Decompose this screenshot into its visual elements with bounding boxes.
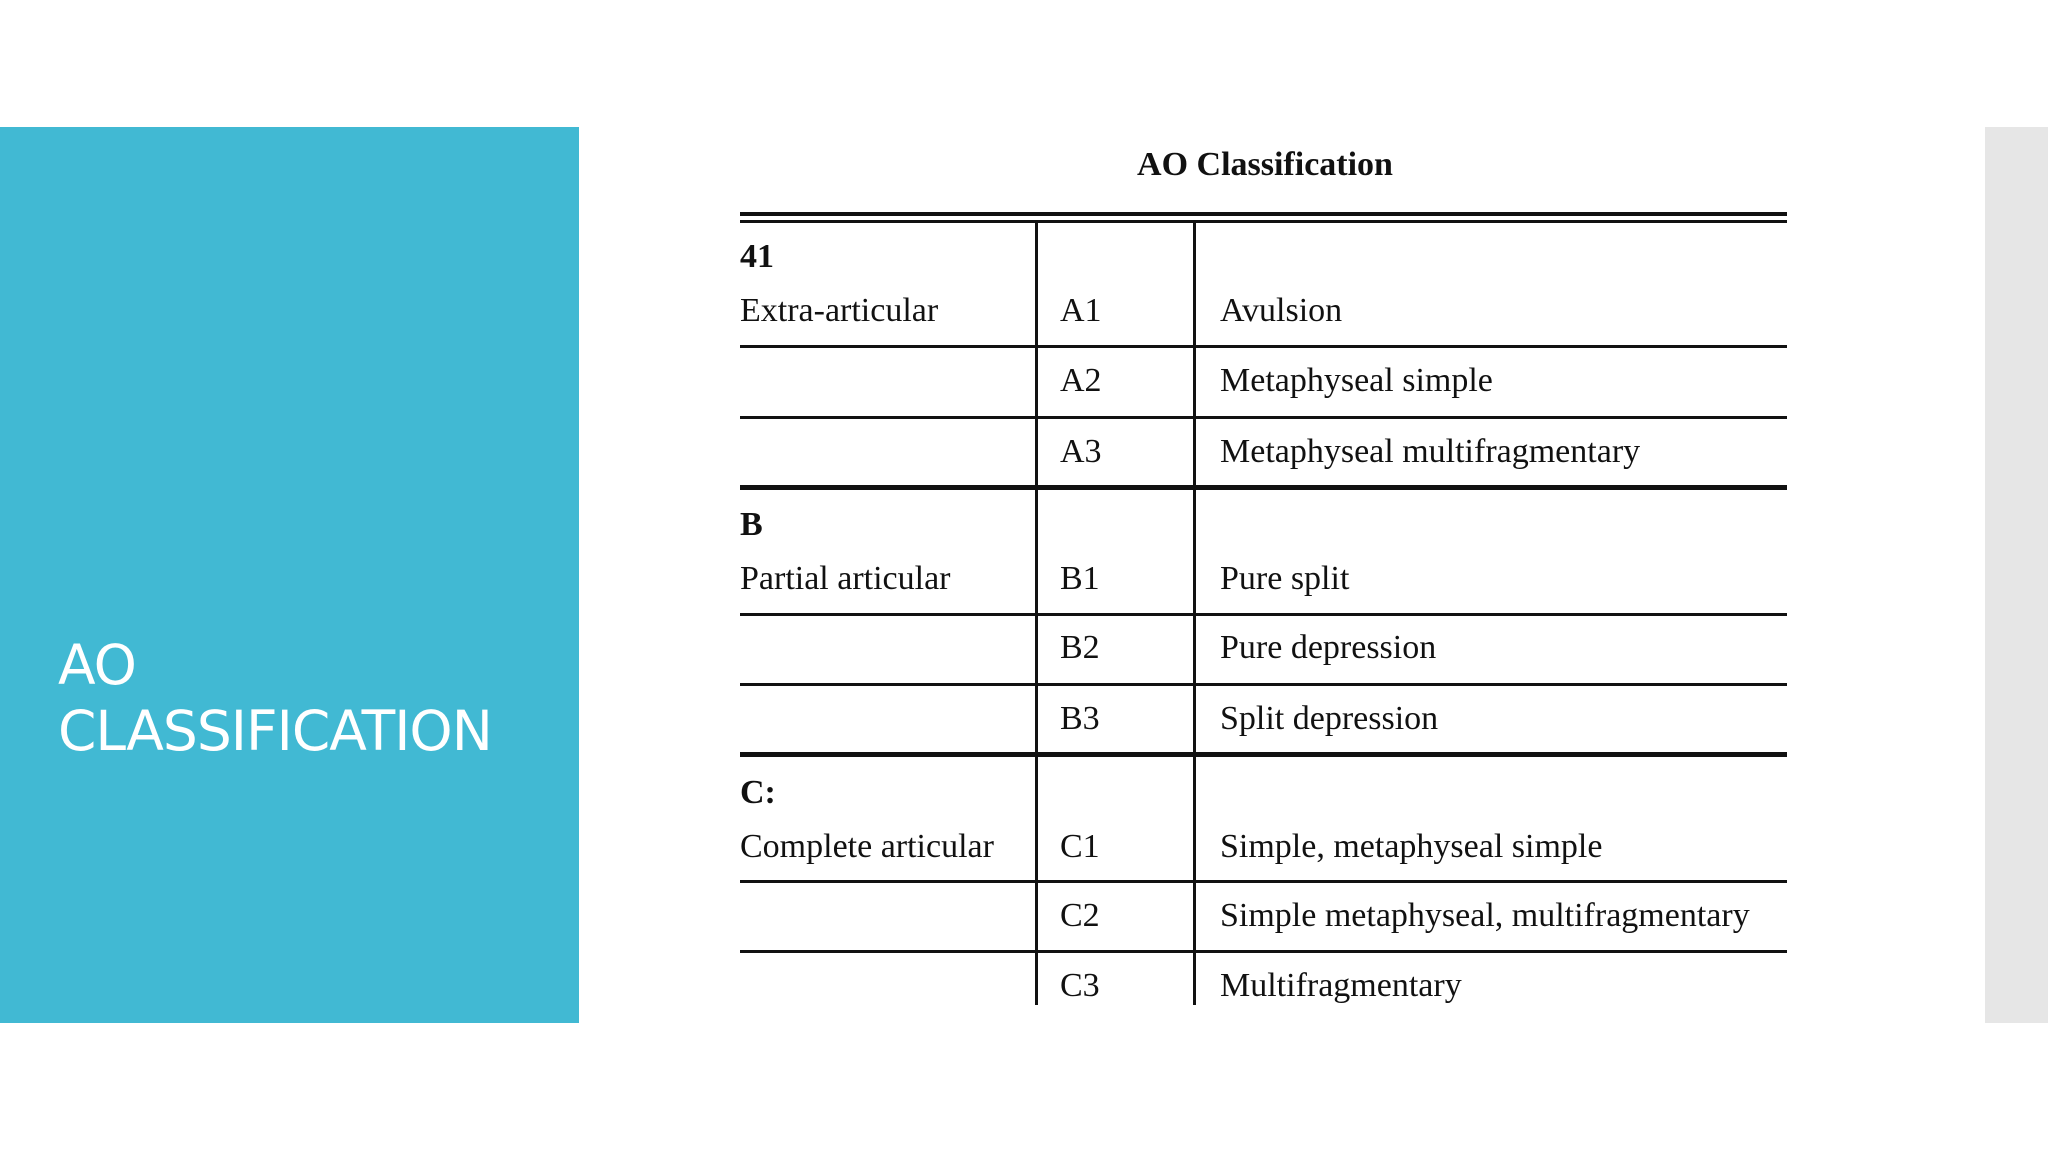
- classification-description-b1: Pure split: [1220, 560, 1350, 597]
- table-top-rule: [740, 212, 1787, 216]
- title-panel: [0, 127, 579, 1023]
- group-code-b: B: [740, 506, 763, 543]
- table-caption: AO Classification: [1137, 146, 1393, 183]
- right-gray-strip: [1985, 127, 2048, 1023]
- classification-description-a3: Metaphyseal multifragmentary: [1220, 433, 1641, 470]
- classification-description-c3: Multifragmentary: [1220, 967, 1462, 1004]
- slide-title-line-2: CLASSIFICATION: [58, 699, 492, 763]
- classification-code-a2: A2: [1060, 362, 1102, 399]
- group-code-c: C:: [740, 774, 776, 811]
- group-name-partial-articular: Partial articular: [740, 560, 951, 597]
- row-divider: [740, 950, 1787, 953]
- classification-code-c2: C2: [1060, 897, 1100, 934]
- classification-description-a1: Avulsion: [1220, 292, 1343, 329]
- classification-description-c1: Simple, metaphyseal simple: [1220, 828, 1603, 865]
- classification-code-b3: B3: [1060, 700, 1100, 737]
- slide-title: [58, 632, 558, 764]
- classification-description-a2: Metaphyseal simple: [1220, 362, 1493, 399]
- slide-title-line-1: AO: [58, 633, 136, 697]
- classification-description-b2: Pure depression: [1220, 629, 1437, 666]
- group-name-extra-articular: Extra-articular: [740, 292, 939, 329]
- classification-code-b2: B2: [1060, 629, 1100, 666]
- group-code-41: 41: [740, 238, 774, 275]
- classification-code-c1: C1: [1060, 828, 1100, 865]
- row-divider: [740, 880, 1787, 883]
- row-divider: [740, 345, 1787, 348]
- group-divider: [740, 485, 1787, 490]
- row-divider: [740, 683, 1787, 686]
- classification-description-b3: Split depression: [1220, 700, 1439, 737]
- classification-code-c3: C3: [1060, 967, 1100, 1004]
- row-divider: [740, 416, 1787, 419]
- group-name-complete-articular: Complete articular: [740, 828, 994, 865]
- ao-classification-table: [740, 140, 1790, 1005]
- classification-code-b1: B1: [1060, 560, 1100, 597]
- row-divider: [740, 613, 1787, 616]
- classification-description-c2: Simple metaphyseal, multifragmentary: [1220, 897, 1750, 934]
- classification-code-a1: A1: [1060, 292, 1102, 329]
- table-top-rule-second: [740, 220, 1787, 223]
- classification-code-a3: A3: [1060, 433, 1102, 470]
- group-divider: [740, 752, 1787, 757]
